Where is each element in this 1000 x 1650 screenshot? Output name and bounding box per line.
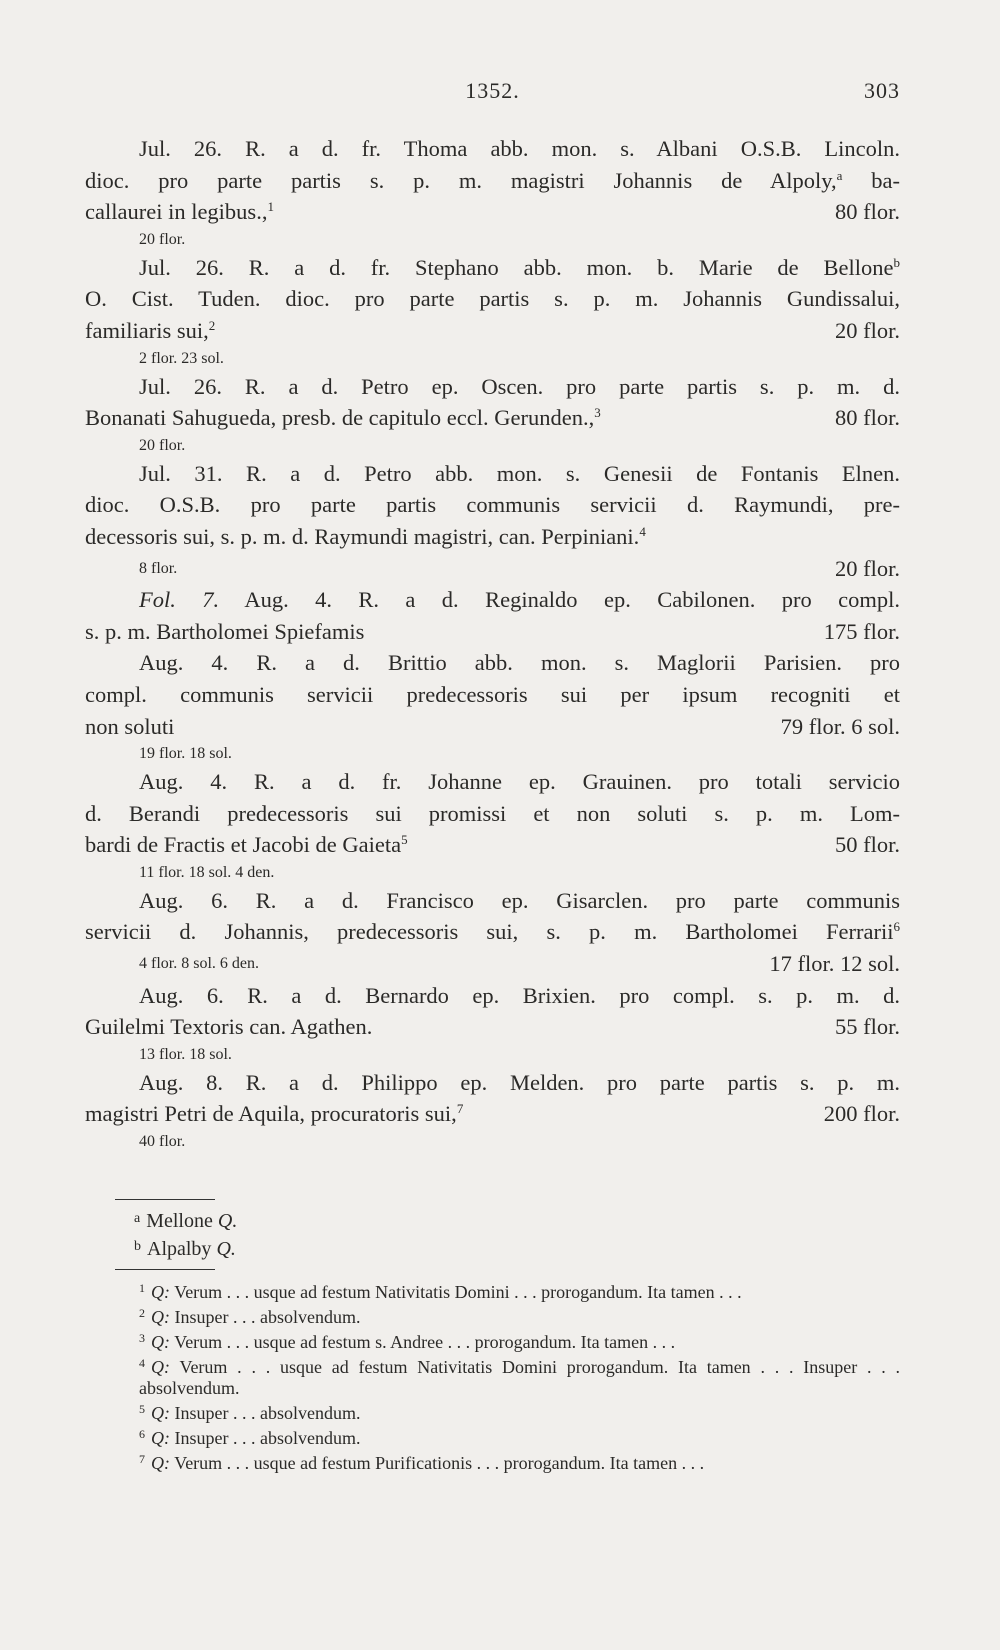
amount: 80 flor.: [835, 199, 900, 225]
entry: [85, 647, 900, 766]
entry-line: Fol. 7. Aug. 4. R. a d. Reginaldo ep. Cabilonen. pro compl.: [139, 587, 901, 613]
footnote: $^1$ Q: Verum . . . usque ad festum Nativitatis Domini . . . prorogandum. Ita tamen . . .: [139, 1281, 742, 1302]
paid-amount: 40 flor.: [139, 1133, 186, 1151]
entry-line: familiaris sui,$^2$ 20 flor.: [85, 315, 900, 347]
amount: 80 flor.: [835, 405, 900, 431]
variant-note: $^a$ Mellone Q.: [134, 1210, 238, 1232]
entry: [85, 371, 900, 458]
entry-line: compl. communis servicii predecessoris sui per ipsum recogniti et: [85, 681, 900, 707]
footnote: $^5$ Q: Insuper . . . absolvendum.: [139, 1402, 361, 1423]
amount: 20 flor.: [835, 317, 900, 343]
entry: [85, 133, 900, 252]
entry-line: d. Berandi predecessoris sui promissi et non soluti s. p. m. Lom-: [85, 800, 900, 826]
paid-amount: 8 flor.: [139, 559, 178, 577]
textual-variants: [134, 1206, 237, 1262]
entry: [85, 458, 900, 584]
footnote: $^4$ Q: Verum . . . usque ad festum Nativitatis Domini prorogandum. Ita tamen . . . Insuper . . . absolvendum.: [139, 1356, 900, 1398]
entry-line: dioc. pro parte partis s. p. m. magistri Johannis de Alpoly,$^a$ ba-: [85, 167, 900, 193]
paid-amount: 13 flor. 18 sol.: [139, 1045, 232, 1063]
entry-line: bardi de Fractis et Jacobi de Gaieta$^5$ 50 flor.: [85, 829, 900, 861]
entry: [85, 980, 900, 1067]
footnotes-divider: [115, 1269, 215, 1270]
entry: [85, 1067, 900, 1154]
entry-line: Aug. 6. R. a d. Bernardo ep. Brixien. pro compl. s. p. m. d.: [139, 982, 900, 1008]
entry: [85, 252, 900, 371]
entry-line: Jul. 26. R. a d. fr. Stephano abb. mon. b. Marie de Bellone$^b$: [139, 254, 900, 280]
amount: 20 flor.: [835, 555, 900, 581]
amount: 17 flor. 12 sol.: [769, 951, 900, 977]
paid-row: [85, 948, 900, 980]
header-year: 1352.: [465, 78, 520, 103]
entry-line: Aug. 6. R. a d. Francisco ep. Gisarclen. pro parte communis: [139, 887, 900, 913]
entry-line: dioc. O.S.B. pro parte partis communis servicii d. Raymundi, pre-: [85, 492, 900, 518]
entry: [85, 885, 900, 980]
entry-line: servicii d. Johannis, predecessoris sui, s. p. m. Bartholomei Ferrarii$^6$: [85, 919, 900, 945]
amount: 50 flor.: [835, 832, 900, 858]
entry-line: non soluti 79 flor. 6 sol.: [85, 711, 900, 743]
entry-line: decessoris sui, s. p. m. d. Raymundi magistri, can. Perpiniani.$^4$: [85, 523, 646, 549]
amount: 175 flor.: [823, 618, 900, 644]
entry: [85, 584, 900, 647]
entry-line: callaurei in legibus.,$^1$ 80 flor.: [85, 196, 900, 228]
entry-line: Jul. 31. R. a d. Petro abb. mon. s. Genesii de Fontanis Elnen.: [139, 460, 900, 486]
paid-amount: 2 flor. 23 sol.: [139, 349, 224, 367]
page-number: 303: [864, 78, 900, 103]
entry-line: Guilelmi Textoris can. Agathen. 55 flor.: [85, 1011, 900, 1043]
entry-line: s. p. m. Bartholomei Spiefamis 175 flor.: [85, 616, 900, 648]
footnote: $^2$ Q: Insuper . . . absolvendum.: [139, 1306, 361, 1327]
entry-line: Aug. 8. R. a d. Philippo ep. Melden. pro parte partis s. p. m.: [139, 1069, 900, 1095]
entry-line: O. Cist. Tuden. dioc. pro parte partis s. p. m. Johannis Gundissalui,: [85, 286, 900, 312]
variant-note: $^b$ Alpalby Q.: [134, 1238, 236, 1260]
entry-line: Aug. 4. R. a d. Brittio abb. mon. s. Maglorii Parisien. pro: [139, 650, 900, 676]
entry: [85, 766, 900, 885]
footnote: $^6$ Q: Insuper . . . absolvendum.: [139, 1427, 361, 1448]
paid-row: [85, 553, 900, 585]
folio-marker: Fol. 7.: [139, 587, 220, 613]
footnote: $^3$ Q: Verum . . . usque ad festum s. Andree . . . prorogandum. Ita tamen . . .: [139, 1331, 676, 1352]
paid-amount: 11 flor. 18 sol. 4 den.: [139, 863, 275, 881]
amount: 200 flor.: [823, 1101, 900, 1127]
entry-line: Bonanati Sahugueda, presb. de capitulo eccl. Gerunden.,$^3$ 80 flor.: [85, 402, 900, 434]
entry-line: magistri Petri de Aquila, procuratoris sui,$^7$ 200 flor.: [85, 1098, 900, 1130]
paid-amount: 20 flor.: [139, 230, 186, 248]
amount: 79 flor. 6 sol.: [780, 713, 900, 739]
variants-divider: [115, 1199, 215, 1200]
main-text: [85, 133, 900, 1154]
paid-amount: 19 flor. 18 sol.: [139, 745, 232, 763]
entry-line: Jul. 26. R. a d. Petro ep. Oscen. pro parte partis s. p. m. d.: [139, 373, 900, 399]
entry-line: Jul. 26. R. a d. fr. Thoma abb. mon. s. Albani O.S.B. Lincoln.: [139, 136, 900, 161]
footnotes: [85, 1278, 900, 1474]
paid-amount: 20 flor.: [139, 436, 186, 454]
amount: 55 flor.: [835, 1014, 900, 1040]
running-header: [85, 78, 900, 108]
paid-amount: 4 flor. 8 sol. 6 den.: [139, 955, 259, 973]
entry-line: Aug. 4. R. a d. fr. Johanne ep. Grauinen. pro totali servicio: [139, 769, 900, 795]
footnote: $^7$ Q: Verum . . . usque ad festum Purificationis . . . prorogandum. Ita tamen . . .: [139, 1452, 705, 1473]
